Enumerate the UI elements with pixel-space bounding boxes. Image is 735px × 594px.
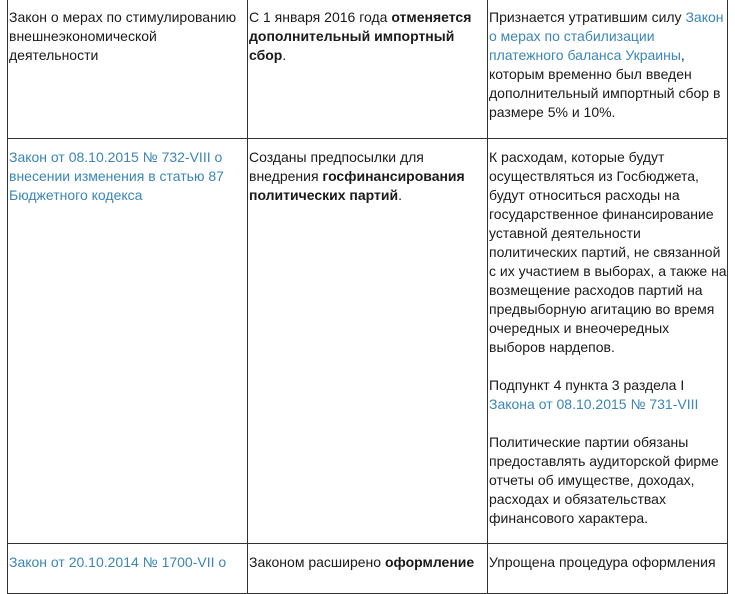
table-row [8,0,728,139]
summary-text: С 1 января 2016 года [249,9,392,25]
summary-text: Законом расширено [249,554,385,570]
table-row [8,544,728,594]
details-text: Признается утратившим силу [489,9,686,25]
details-paragraph: К расходам, которые будут осуществляться из Госбюджета, будут относиться расходы на государственное финансирование уставной деятельности политических партий, не связанной с их участием в выборах, а также на возмещение расходов партий на предвыборную агитацию во время очередных и внеочередных выборов нардепов. [489,149,727,355]
law-name-text: Закон о мерах по стимулированию внешнеэкономической деятельности [9,9,237,63]
summary-text-end: . [398,187,402,203]
law-name-cell [8,139,248,544]
law-link[interactable]: Закон о мерах по стабилизации платежного баланса Украины [489,9,724,63]
details-paragraph: Политические партии обязаны предоставлять аудиторской фирме отчеты об имуществе, доходах, расходах и обязательствах финансового характера. [489,434,719,526]
summary-text: Созданы предпосылки для внедрения [249,149,424,184]
law-link[interactable]: Закон от 08.10.2015 № 732-VIII о внесении изменения в статью 87 Бюджетного кодекса [9,149,224,203]
law-name-cell [8,0,248,139]
change-summary-cell [248,139,488,544]
change-summary-cell [248,0,488,139]
summary-text-end: . [282,47,287,63]
summary-bold-text: отменяется дополнительный импортный сбор [249,9,472,63]
change-summary-cell [248,544,488,594]
details-paragraph [489,376,727,414]
law-name-cell [8,544,248,594]
law-link[interactable]: Закона от 08.10.2015 № 731-VIII [489,396,699,412]
summary-bold-text: оформление [384,554,475,570]
law-changes-table [7,0,728,594]
details-text: Упрощена процедура оформления [489,554,716,570]
summary-bold-text: госфинансирования политических партий [249,168,465,203]
law-link[interactable]: Закон от 20.10.2014 № 1700-VII о [9,554,227,570]
details-cell [488,139,728,544]
details-cell [488,544,728,594]
table-row [8,139,728,544]
details-cell [488,0,728,139]
details-text-end: , которым временно был введен дополнительный импортный сбор в размере 5% и 10%. [489,47,721,120]
reference-text: Подпункт 4 пункта 3 раздела I [489,377,685,393]
